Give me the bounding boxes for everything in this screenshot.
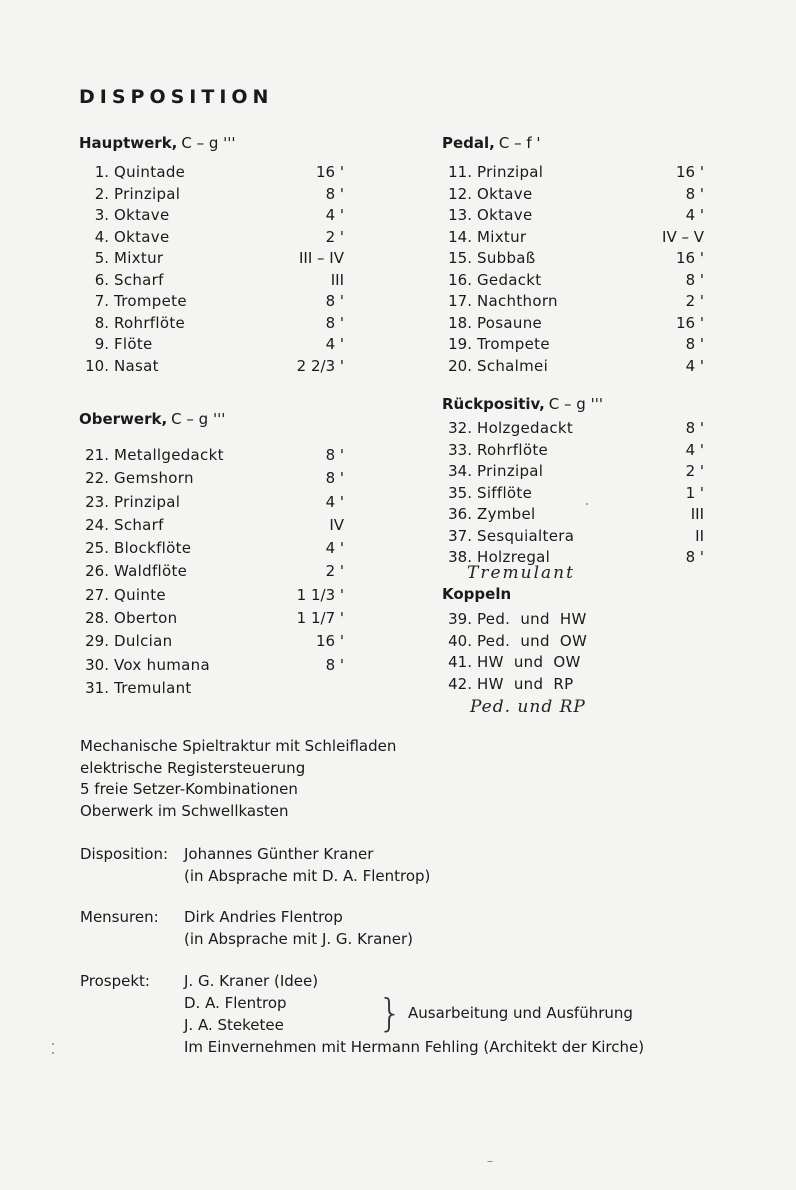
rueckpositiv-title: Rückpositiv, — [442, 395, 545, 413]
stop-row — [79, 630, 344, 653]
stop-name: Prinzipal — [114, 492, 181, 511]
stop-name: Holzregal — [477, 548, 551, 566]
credit-label: Disposition: — [80, 845, 169, 863]
stop-pitch: 2 ' — [325, 227, 344, 246]
stop-pitch: 8 ' — [685, 184, 704, 203]
stop-name: Trompete — [114, 292, 187, 310]
stop-row — [442, 526, 704, 548]
stop-name: Subbaß — [477, 249, 536, 267]
stop-row — [442, 652, 704, 674]
credit-line: J. A. Steketee — [184, 1016, 284, 1034]
stop-pitch: 4 ' — [325, 335, 344, 353]
stop-row — [442, 334, 704, 356]
stop-number: 42. — [448, 674, 472, 693]
stop-name: Trompete — [477, 335, 550, 353]
stop-name: Metallgedackt — [114, 446, 224, 464]
stop-number: 24. — [85, 515, 109, 534]
scan-speck — [487, 1161, 493, 1162]
stop-number: 6. — [94, 270, 109, 289]
koppeln-section — [442, 581, 704, 695]
stop-pitch: 8 ' — [685, 335, 704, 353]
stop-number: 21. — [85, 446, 109, 464]
stop-number: 4. — [94, 227, 109, 246]
stop-row — [79, 584, 344, 607]
stop-number: 38. — [448, 548, 472, 566]
stop-name: Oktave — [114, 227, 170, 246]
stop-row — [442, 461, 704, 483]
stop-row — [442, 483, 704, 505]
stop-row — [442, 674, 704, 696]
stop-row — [79, 607, 344, 630]
handwritten-coupler-note: Ped. und RP — [470, 697, 586, 717]
credit-line: (in Absprache mit J. G. Kraner) — [184, 930, 414, 948]
stop-pitch: 16 ' — [676, 313, 704, 332]
stop-number: 11. — [448, 163, 472, 181]
stop-name: Quinte — [114, 585, 166, 604]
stop-row — [442, 270, 704, 292]
stop-name: Mixtur — [477, 227, 527, 246]
stop-row — [442, 205, 704, 227]
oberwerk-title: Oberwerk, — [79, 410, 168, 428]
stop-number: 17. — [448, 292, 472, 310]
stop-name: Gedackt — [477, 270, 542, 289]
credit-disposition — [80, 843, 680, 889]
stop-name: Oktave — [477, 184, 533, 203]
stop-pitch: 8 ' — [685, 548, 704, 566]
note-line: Mechanische Spieltraktur mit Schleifladen — [80, 737, 397, 755]
stop-pitch: III — [690, 505, 704, 523]
stop-pitch: 8 ' — [325, 313, 344, 332]
stop-pitch: 4 ' — [685, 356, 704, 375]
construction-notes — [80, 736, 396, 822]
credit-line: Im Einvernehmen mit Hermann Fehling (Architekt der Kirche) — [184, 1038, 645, 1056]
stop-row — [79, 334, 344, 356]
stop-number: 36. — [448, 505, 472, 523]
stop-row — [442, 291, 704, 313]
pedal-section — [442, 130, 704, 377]
stop-number: 33. — [448, 440, 472, 459]
handwritten-tremulant-note: Tremulant — [467, 563, 575, 583]
hauptwerk-range: C – g ''' — [181, 134, 236, 152]
stop-pitch: 4 ' — [685, 440, 704, 459]
stop-row — [79, 248, 344, 270]
stop-pitch: III — [330, 270, 344, 289]
stop-number: 13. — [448, 206, 472, 224]
pedal-stop-list — [442, 162, 704, 377]
stop-row — [79, 444, 344, 467]
stop-number: 2. — [94, 184, 109, 203]
stop-number: 25. — [85, 539, 109, 558]
stop-row — [442, 440, 704, 462]
scan-speck — [52, 1052, 54, 1054]
credit-line: Dirk Andries Flentrop — [184, 908, 343, 926]
credit-line: J. G. Kraner (Idee) — [184, 972, 319, 990]
stop-number: 34. — [448, 462, 472, 480]
scan-speck — [586, 503, 588, 505]
oberwerk-stop-list — [79, 444, 344, 700]
stop-pitch: II — [695, 526, 704, 545]
stop-pitch: 8 ' — [685, 419, 704, 437]
stop-number: 19. — [448, 335, 472, 353]
rueckpositiv-heading — [442, 391, 704, 417]
stop-name: Zymbel — [477, 505, 536, 523]
stop-pitch: 8 ' — [325, 655, 344, 674]
stop-row — [442, 504, 704, 526]
stop-row — [442, 609, 704, 631]
stop-row — [442, 248, 704, 270]
stop-pitch: 2 ' — [685, 462, 704, 480]
stop-name: Quintade — [114, 163, 186, 181]
stop-number: 16. — [448, 270, 472, 289]
stop-name: Vox humana — [114, 655, 210, 674]
note-line: elektrische Registersteuerung — [80, 758, 306, 777]
right-brace: } — [378, 991, 403, 1035]
credit-line: Johannes Günther Kraner — [184, 845, 374, 863]
stop-row — [79, 654, 344, 677]
pedal-range: C – f ' — [498, 134, 541, 152]
stop-number: 14. — [448, 227, 472, 246]
stop-pitch: 8 ' — [325, 184, 344, 203]
pedal-title: Pedal, — [442, 134, 495, 152]
stop-pitch: 8 ' — [325, 469, 344, 488]
stop-name: Oktave — [114, 206, 170, 224]
stop-row — [79, 184, 344, 206]
stop-name: Holzgedackt — [477, 419, 574, 437]
rueckpositiv-section — [442, 391, 704, 569]
stop-row — [79, 227, 344, 249]
page-title: DISPOSITION — [79, 86, 274, 108]
stop-name: Flöte — [114, 335, 153, 353]
stop-row — [79, 537, 344, 560]
koppeln-heading: Koppeln — [442, 585, 512, 603]
stop-name: Mixtur — [114, 249, 164, 267]
stop-pitch: 16 ' — [676, 249, 704, 267]
stop-number: 37. — [448, 526, 472, 545]
stop-name: Ped. und HW — [477, 610, 587, 628]
pedal-heading — [442, 130, 704, 156]
stop-name: Blockflöte — [114, 539, 192, 558]
credit-label: Prospekt: — [80, 972, 150, 990]
stop-pitch: 2 2/3 ' — [296, 356, 344, 375]
stop-number: 28. — [85, 609, 109, 628]
stop-pitch: 4 ' — [325, 539, 344, 558]
stop-number: 8. — [94, 313, 109, 332]
stop-row — [79, 291, 344, 313]
stop-name: Prinzipal — [114, 184, 181, 203]
stop-number: 39. — [448, 610, 472, 628]
stop-name: Waldflöte — [114, 562, 188, 581]
stop-number: 29. — [85, 632, 109, 651]
stop-row — [79, 356, 344, 378]
stop-name: Oktave — [477, 206, 533, 224]
stop-row — [79, 560, 344, 583]
stop-name: Sifflöte — [477, 483, 533, 502]
stop-row — [79, 491, 344, 514]
stop-number: 5. — [94, 249, 109, 267]
stop-number: 10. — [85, 356, 109, 375]
oberwerk-heading — [79, 406, 344, 432]
stop-number: 40. — [448, 631, 472, 650]
stop-pitch: 16 ' — [316, 163, 344, 181]
oberwerk-range: C – g ''' — [171, 410, 226, 428]
oberwerk-section — [79, 406, 344, 700]
stop-pitch: 4 ' — [325, 492, 344, 511]
stop-number: 18. — [448, 313, 472, 332]
stop-number: 31. — [85, 678, 109, 697]
hauptwerk-stop-list — [79, 162, 344, 377]
stop-row — [79, 677, 344, 700]
stop-row — [442, 162, 704, 184]
hauptwerk-section — [79, 130, 344, 377]
credit-mensuren — [80, 906, 680, 952]
stop-pitch: 4 ' — [325, 206, 344, 224]
stop-name: HW und RP — [477, 674, 574, 693]
stop-name: Oberton — [114, 609, 178, 628]
stop-number: 1. — [94, 163, 109, 181]
stop-row — [442, 313, 704, 335]
stop-name: Tremulant — [114, 678, 192, 697]
stop-pitch: 2 ' — [325, 562, 344, 581]
stop-name: Schalmei — [477, 356, 549, 375]
stop-row — [79, 162, 344, 184]
stop-pitch: IV – V — [662, 227, 704, 246]
rueckpositiv-range: C – g ''' — [548, 395, 603, 413]
stop-name: Nasat — [114, 356, 159, 375]
stop-name: Prinzipal — [477, 462, 544, 480]
stop-row — [442, 418, 704, 440]
stop-number: 32. — [448, 419, 472, 437]
stop-name: Nachthorn — [477, 292, 558, 310]
stop-number: 35. — [448, 483, 472, 502]
stop-name: Gemshorn — [114, 469, 194, 488]
stop-row — [79, 313, 344, 335]
stop-name: Scharf — [114, 270, 164, 289]
stop-row — [442, 227, 704, 249]
stop-number: 22. — [85, 469, 109, 488]
stop-number: 15. — [448, 249, 472, 267]
stop-pitch: 1 1/7 ' — [296, 609, 344, 628]
stop-pitch: 16 ' — [676, 163, 704, 181]
stop-pitch: IV — [329, 515, 344, 534]
note-line: Oberwerk im Schwellkasten — [80, 801, 289, 820]
stop-row — [442, 356, 704, 378]
stop-pitch: 8 ' — [325, 446, 344, 464]
stop-row — [79, 205, 344, 227]
stop-number: 23. — [85, 492, 109, 511]
stop-name: Ped. und OW — [477, 631, 588, 650]
stop-name: Sesquialtera — [477, 526, 575, 545]
stop-name: Posaune — [477, 313, 543, 332]
stop-pitch: 1 ' — [685, 483, 704, 502]
stop-pitch: 2 ' — [685, 292, 704, 310]
stop-pitch: 16 ' — [316, 632, 344, 651]
stop-pitch: III – IV — [299, 249, 344, 267]
stop-number: 41. — [448, 653, 472, 671]
stop-pitch: 4 ' — [685, 206, 704, 224]
stop-number: 9. — [94, 335, 109, 353]
stop-row — [79, 270, 344, 292]
stop-row — [442, 631, 704, 653]
stop-number: 7. — [94, 292, 109, 310]
hauptwerk-heading — [79, 130, 344, 156]
credit-line: (in Absprache mit D. A. Flentrop) — [184, 867, 431, 885]
brace-annotation: Ausarbeitung und Ausführung — [408, 1004, 633, 1022]
stop-pitch: 1 1/3 ' — [296, 585, 344, 604]
stop-name: Prinzipal — [477, 163, 544, 181]
stop-number: 20. — [448, 356, 472, 375]
stop-pitch: 8 ' — [685, 270, 704, 289]
stop-row — [442, 184, 704, 206]
rueckpositiv-stop-list — [442, 418, 704, 569]
stop-name: Rohrflöte — [114, 313, 186, 332]
stop-number: 3. — [94, 206, 109, 224]
stop-row — [79, 514, 344, 537]
credit-label: Mensuren: — [80, 908, 159, 926]
stop-number: 27. — [85, 585, 109, 604]
stop-number: 30. — [85, 655, 109, 674]
stop-number: 26. — [85, 562, 109, 581]
hauptwerk-title: Hauptwerk, — [79, 134, 178, 152]
note-line: 5 freie Setzer-Kombinationen — [80, 780, 298, 798]
stop-number: 12. — [448, 184, 472, 203]
scan-speck — [52, 1043, 54, 1045]
stop-pitch: 8 ' — [325, 292, 344, 310]
stop-name: Rohrflöte — [477, 440, 549, 459]
stop-name: HW und OW — [477, 653, 581, 671]
stop-row — [79, 467, 344, 490]
credit-line: D. A. Flentrop — [184, 994, 287, 1012]
stop-name: Scharf — [114, 515, 164, 534]
stop-name: Dulcian — [114, 632, 173, 651]
koppeln-list — [442, 609, 704, 695]
